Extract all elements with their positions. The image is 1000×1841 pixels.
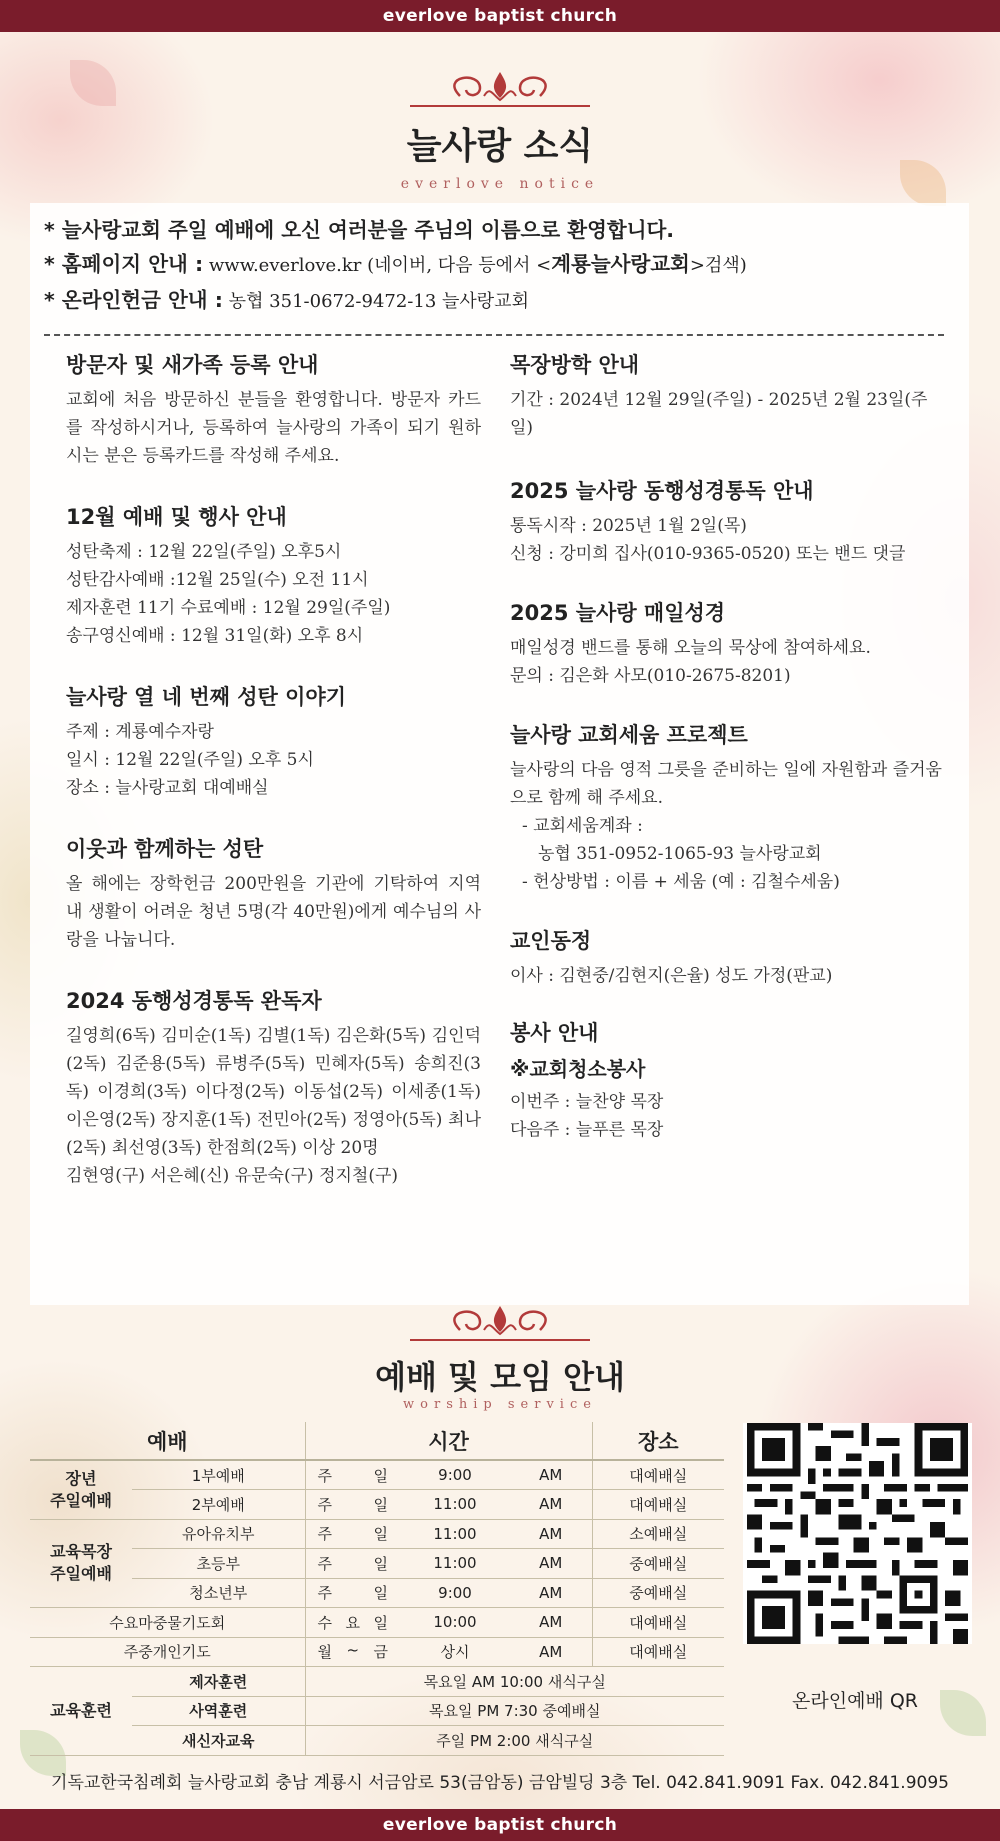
section-text: 늘사랑의 다음 영적 그릇을 준비하는 일에 자원함과 즐거움으로 함께 해 주세요.	[510, 760, 942, 808]
homepage-end: >검색)	[689, 255, 747, 276]
row-name: 수요마중물기도회	[30, 1608, 305, 1638]
table-row: 주중개인기도 월 ~ 금 상시 AM 대예배실	[30, 1637, 724, 1667]
row-time: 11:00	[400, 1490, 510, 1520]
section-title: 2025 늘사랑 동행성경통독 안내	[510, 479, 814, 503]
section-text: 장소 : 늘사랑교회 대예배실	[66, 778, 269, 798]
section-title: 교인동정	[510, 929, 592, 953]
section-text: 다음주 : 늘푸른 목장	[510, 1120, 664, 1140]
section-text: 주제 : 계룡예수자랑	[66, 722, 214, 742]
row-place: 대예배실	[592, 1608, 724, 1638]
section-title: 12월 예배 및 행사 안내	[66, 505, 287, 529]
homepage-search-term: 계룡늘사랑교회	[551, 252, 690, 276]
row-name: 제자훈련	[132, 1667, 305, 1697]
section-text: 올 해에는 장학헌금 200만원을 기관에 기탁하여 지역 내 생활이 어려운 청년 5명(각 40만원)에게 예수님의 사랑을 나눕니다.	[66, 874, 481, 950]
offering-text: 농협 351-0672-9472-13 늘사랑교회	[222, 291, 529, 312]
section-text: 교회에 처음 방문하신 분들을 환영합니다. 방문자 카드를 작성하시거나, 등록하여 늘사랑의 가족이 되기 원하시는 분은 등록카드를 작성해 주세요.	[66, 390, 481, 466]
group-adult: 장년 주일예배	[30, 1460, 132, 1519]
right-column	[510, 350, 942, 1176]
table-row: 청소년부 주 일 9:00 AM 중예배실	[30, 1578, 724, 1608]
row-name: 사역훈련	[132, 1696, 305, 1726]
divider	[44, 334, 944, 336]
row-place: 중예배실	[592, 1549, 724, 1579]
intro-offering	[44, 283, 964, 319]
ornament-icon	[400, 66, 600, 112]
row-ampm: AM	[510, 1578, 592, 1608]
ornament-icon	[400, 1300, 600, 1346]
row-time: 9:00	[400, 1460, 510, 1490]
section-subtitle: ※교회청소봉사	[510, 1057, 646, 1081]
section-text: - 교회세움계좌 :	[522, 816, 643, 836]
section-text: 일시 : 12월 22일(주일) 오후 5시	[66, 750, 314, 770]
section-title: 늘사랑 열 네 번째 성탄 이야기	[66, 685, 346, 709]
header-worship: 예배	[30, 1422, 305, 1460]
section-text: 문의 : 김은화 사모(010-2675-8201)	[510, 666, 791, 686]
table-row: 2부예배 주 일 11:00 AM 대예배실	[30, 1490, 724, 1520]
table-row: 교육목장 주일예배 유아유치부 주 일 11:00 AM 소예배실	[30, 1519, 724, 1549]
table-header-row	[30, 1422, 724, 1460]
notice-section-bible-reading	[510, 476, 942, 568]
row-ampm: AM	[510, 1460, 592, 1490]
section-text: 제자훈련 11기 수료예배 : 12월 29일(주일)	[66, 598, 391, 618]
row-time: 10:00	[400, 1608, 510, 1638]
section-title: 목장방학 안내	[510, 353, 640, 377]
row-ampm: AM	[510, 1549, 592, 1579]
row-detail: 목요일 PM 7:30 중예배실	[305, 1696, 724, 1726]
section-title: 봉사 안내	[510, 1021, 599, 1045]
section-text: 신청 : 강미희 집사(010-9365-0520) 또는 밴드 댓글	[510, 544, 906, 564]
group-edu-ministry: 교육목장 주일예배	[30, 1519, 132, 1608]
section-title: 2025 늘사랑 매일성경	[510, 601, 726, 625]
left-column	[66, 350, 481, 1222]
qr-label: 온라인예배 QR	[792, 1690, 918, 1712]
worship-subtitle: worship service	[403, 1397, 597, 1412]
offering-label: * 온라인헌금 안내 :	[44, 288, 223, 312]
row-name: 주중개인기도	[30, 1637, 305, 1667]
top-banner: everlove baptist church	[0, 0, 1000, 32]
section-title: 늘사랑 교회세움 프로젝트	[510, 723, 748, 747]
intro-homepage	[44, 247, 964, 283]
section-title: 2024 동행성경통독 완독자	[66, 989, 322, 1013]
notice-section-service	[510, 1018, 942, 1144]
section-text: 기간 : 2024년 12월 29일(주일) - 2025년 2월 23일(주일)	[510, 390, 928, 438]
row-detail: 주일 PM 2:00 새식구실	[305, 1726, 724, 1756]
homepage-text: www.everlove.kr (네이버, 다음 등에서 <	[203, 255, 552, 276]
notice-subtitle: everlove notice	[400, 176, 600, 192]
notice-section-building-project	[510, 720, 942, 896]
homepage-label: * 홈페이지 안내 :	[44, 252, 204, 276]
row-name: 청소년부	[132, 1578, 305, 1608]
row-name: 초등부	[132, 1549, 305, 1579]
section-text: 성탄축제 : 12월 22일(주일) 오후5시	[66, 542, 342, 562]
section-title: 방문자 및 새가족 등록 안내	[66, 353, 319, 377]
section-text: 이번주 : 늘찬양 목장	[510, 1092, 664, 1112]
notice-title: 늘사랑 소식	[406, 125, 594, 167]
table-row: 수요마중물기도회 수 요 일 10:00 AM 대예배실	[30, 1608, 724, 1638]
table-row: 장년 주일예배 1부예배 주 일 9:00 AM 대예배실	[30, 1460, 724, 1490]
row-place: 대예배실	[592, 1637, 724, 1667]
row-place: 대예배실	[592, 1490, 724, 1520]
section-text: 매일성경 밴드를 통해 오늘의 묵상에 참여하세요.	[510, 638, 871, 658]
row-time: 상시	[400, 1637, 510, 1667]
section-text: - 헌상방법 : 이름 + 세움 (예 : 김철수세움)	[522, 872, 840, 892]
row-place: 중예배실	[592, 1578, 724, 1608]
row-place: 소예배실	[592, 1519, 724, 1549]
qr-code-icon[interactable]	[743, 1423, 972, 1644]
notice-section-members	[510, 926, 942, 990]
section-text: 통독시작 : 2025년 1월 2일(목)	[510, 516, 747, 536]
table-row: 초등부 주 일 11:00 AM 중예배실	[30, 1549, 724, 1579]
notice-section-visitors	[66, 350, 481, 470]
row-ampm: AM	[510, 1490, 592, 1520]
notice-section-readers	[66, 986, 481, 1190]
section-text: 이사 : 김현중/김현지(은율) 성도 가정(판교)	[510, 966, 833, 986]
worship-title: 예배 및 모임 안내	[375, 1358, 625, 1396]
footer-address: 기독교한국침례회 늘사랑교회 충남 계룡시 서금암로 53(금암동) 금암빌딩 3층 Tel. 042.841.9091 Fax. 042.841.9095	[51, 1773, 949, 1793]
section-title: 이웃과 함께하는 성탄	[66, 837, 264, 861]
row-detail: 목요일 AM 10:00 새식구실	[305, 1667, 724, 1697]
table-row	[30, 1696, 724, 1726]
notice-section-daily-bible	[510, 598, 942, 690]
row-ampm: AM	[510, 1637, 592, 1667]
section-text: 농협 351-0952-1065-93 늘사랑교회	[538, 844, 822, 864]
notice-section-december	[66, 502, 481, 650]
row-time: 11:00	[400, 1519, 510, 1549]
row-name: 2부예배	[132, 1490, 305, 1520]
row-ampm: AM	[510, 1519, 592, 1549]
group-training: 교육훈련	[30, 1667, 132, 1756]
notice-section-neighbors	[66, 834, 481, 954]
section-text: 김현영(구) 서은혜(신) 유문숙(구) 정지철(구)	[66, 1166, 399, 1186]
section-text: 성탄감사예배 :12월 25일(수) 오전 11시	[66, 570, 369, 590]
row-name: 유아유치부	[132, 1519, 305, 1549]
notice-section-christmas-story	[66, 682, 481, 802]
row-name: 1부예배	[132, 1460, 305, 1490]
intro-block	[44, 213, 964, 319]
section-text: 송구영신예배 : 12월 31일(화) 오후 8시	[66, 626, 364, 646]
row-time: 9:00	[400, 1578, 510, 1608]
row-name: 새신자교육	[132, 1726, 305, 1756]
table-row	[30, 1667, 724, 1697]
bottom-banner: everlove baptist church	[0, 1809, 1000, 1841]
table-row	[30, 1726, 724, 1756]
section-text: 길영희(6독) 김미순(1독) 김별(1독) 김은화(5독) 김인덕(2독) 김준용(5독) 류병주(5독) 민혜자(5독) 송희진(3독) 이경희(3독) 이다정(2독) 이동섭(2독) 이세종(1독) 이은영(2독) 장지훈(1독) 전민아(2독) 정영아(5독) 최나(2독) 최선영(3독) 한점희(2독) 이상 20명	[66, 1026, 481, 1158]
notice-section-vacation	[510, 350, 942, 442]
worship-table	[30, 1422, 724, 1756]
intro-welcome: * 늘사랑교회 주일 예배에 오신 여러분을 주님의 이름으로 환영합니다.	[44, 218, 675, 242]
row-place: 대예배실	[592, 1460, 724, 1490]
row-ampm: AM	[510, 1608, 592, 1638]
row-time: 11:00	[400, 1549, 510, 1579]
header-place: 장소	[592, 1422, 724, 1460]
header-time: 시간	[305, 1422, 592, 1460]
